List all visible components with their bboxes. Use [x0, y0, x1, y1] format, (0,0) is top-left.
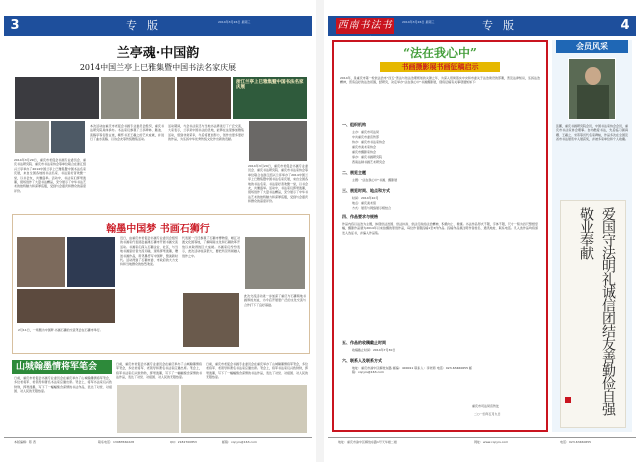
article2-col1: 近日，由重庆市老促会书画专业委员会组织的书画家代表团赴福建石狮市开展书画交流活动。书画家们深入石狮企业、社区，与当地书画爱好者交流切磋，现场挥毫泼墨，赠送书画作品，用笔墨抒写中国梦，赞美新时代。活动得到了石狮市委、市政府的大力支持和当地群众的热烈欢迎。: [120, 236, 178, 267]
sidebar-title: 会员风采: [556, 40, 628, 53]
photo-calligrapher: [248, 120, 308, 162]
right-footer-rule: [328, 437, 636, 438]
photo-exhibition-banner: [232, 76, 308, 120]
article3-col3: 日前，重庆市老促会书画专业委员会在重庆举办了山城翰墨情将军笔会，多位老将军、老领导和著名书法家应邀出席。笔会上，将军书法家们兴致勃勃，挥毫泼墨，写下了一幅幅饱含深情的书法作品，表达了对党、对祖国、对人民的无限热爱。: [206, 362, 308, 380]
left-footer-phone: 联系电话：13983560228: [98, 440, 134, 444]
right-footer-web: 网址：www.cqcyrs.com: [474, 440, 509, 444]
notice-subtitle: 书画摄影展书画征稿启示: [380, 62, 500, 72]
photo-writing: [100, 76, 140, 120]
article1-col1: 2014年3月29日，重庆市老促会书画专业委员会、重庆书法研究院、重庆市书法家协会等单位联合在浙江绍兴兰亭举办了2014中国兰亭上巳雅集暨中国书法名家庆展，来自全国各地的书法名家、书法爱好者欢聚一堂，以书会友，共襄盛举。活动中，书法家们挥毫泼墨，现场创作了大量书法精品，充分展示了中华书法艺术的独特魅力和深厚底蕴，受到与会嘉宾和群众的高度评价。: [14, 158, 86, 193]
notice-title: “法在我心中”: [403, 46, 477, 60]
article2-col2: 代表团一行还参观了石狮市博物馆、蚶江对渡文化园等地，了解闽南文化和石狮改革开放以来取得的巨大成就。书画家们纷纷表示，此次活动收获很大，要把所见所闻融入创作之中。: [182, 236, 240, 258]
left-title-main: 兰亭魂·中国韵: [116, 46, 200, 61]
section1-item: 主办：重庆市司法局: [352, 130, 380, 134]
right-logo: 西南书法书画: [337, 20, 393, 47]
left-footer-email: 邮箱：cqcyrs@163.com: [222, 440, 257, 444]
article3-col2: 日前，重庆市老促会书画专业委员会在重庆举办了山城翰墨情将军笔会，多位老将军、老领导和著名书法家应邀出席。笔会上，将军书法家们兴致勃勃，挥毫泼墨，写下了一幅幅饱含深情的书法作品，表达了对党、对祖国、对人民的无限热爱。: [116, 362, 202, 380]
section1-item: 西南法制书画艺术研究会: [352, 160, 386, 164]
left-header-info: 2014年3月26日 星期三: [218, 20, 251, 24]
right-page: [324, 0, 640, 462]
photo-small-1: [14, 120, 50, 154]
article2-title: 翰墨中国梦 书画石狮行: [106, 224, 210, 235]
calligraphy-work: [560, 200, 626, 428]
article2-photo-5: [182, 292, 240, 348]
page-gutter: [316, 0, 324, 462]
section3-item: 地点：重庆美术馆: [352, 201, 377, 205]
right-page-number: 4: [614, 16, 636, 36]
article2-col3: 此次交流活动进一步加深了重庆与石狮两地书画界的友谊，为今后开展更广泛的文化交流与合作打下了良好基础。: [244, 294, 306, 307]
section1-item: 重庆市摄影家协会: [352, 150, 377, 154]
right-header-info: 2014年3月26日 星期三: [402, 20, 435, 24]
left-footer-rule: [4, 437, 312, 438]
right-footer-phone: 电话：023-63460655: [560, 440, 592, 444]
section6-title: 六、联系人及联系方式: [342, 358, 382, 363]
section1-item: 中共重庆市委宣传部: [352, 135, 380, 139]
section1-title: 一、组织机构: [342, 122, 366, 127]
left-page-number: 3: [4, 16, 26, 36]
section2-title: 二、展览主题: [342, 170, 366, 175]
left-footer-qq: QQ：2182700853: [170, 440, 197, 444]
calligraphy-text: 爱国守法明礼诚信团结友善勤俭自强敬业奉献: [578, 207, 616, 415]
section1-item: 承办：重庆书画研究院: [352, 155, 383, 159]
photo-crowd: [176, 76, 232, 120]
section1-item: 协办：重庆市书法家协会: [352, 140, 386, 144]
article3-photo-calligraphy: [116, 384, 180, 434]
article2-photo-3: [16, 288, 116, 324]
section2-text: 主题：“法在我心中”书画、摄影展: [352, 178, 398, 182]
section3-item: 方式：展览与网络展示相结合: [352, 206, 392, 210]
left-section-title: 专版: [126, 19, 168, 32]
left-title-sub: 2014中国兰亭上巳雅集暨中国书法名家庆展: [79, 63, 237, 72]
section1-list: [352, 130, 532, 165]
sidebar-text: 张鹏，重庆书画研究院会员，中国书法家协会会员，重庆市书法家协会理事。自幼酷爱书法，先后临习颜真卿、王羲之、米芾等历代名家碑帖，作品多次在全国及省市书法展览中入展获奖，并被多家单位和个人收藏。: [556, 124, 628, 142]
article2-photo-4: [244, 236, 306, 290]
photo-small-2: [50, 120, 86, 154]
article1-col4: 2014年3月29日，重庆市老促会书画专业委员会、重庆书法研究院、重庆市书法家协会等单位联合在浙江绍兴兰亭举办了2014中国兰亭上巳雅集暨中国书法名家庆展，来自全国各地的书法名家、书法爱好者欢聚一堂，以书会友，共襄盛举。活动中，书法家们挥毫泼墨，现场创作了大量书法精品，充分展示了中华书法艺术的独特魅力和深厚底蕴，受到与会嘉宾和群众的高度评价。: [248, 164, 308, 204]
article2-photo-caption: 2月11日，一场题为中国梦·书画石狮的交流笔会在石狮市举行。: [18, 328, 103, 332]
article2-photo-2: [66, 236, 116, 288]
article1-col2: 本次活动由重庆市老促会书画专业委员会组织，重庆书法研究院具体承办。书法家们参观了兰亭碑林、鹅池、流觞亭等名胜古迹，缅怀书圣王羲之的艺术成就，并进行了曲水流觞、以诗会友等传统雅集活动。: [90, 124, 164, 142]
notice-intro: 2014年，是重庆市第一轮依法治市“四五”普法与依法治理规划的关键之年，为深入贯彻落实中央和市委关于法治建设的部署，普及法律知识，弘扬法治精神，营造良好的法治氛围，经研究，决定举办“法在我心中”书画摄影展，现将征稿有关事项通知如下：: [340, 76, 540, 85]
left-page: [0, 0, 316, 462]
seal-stamp: [565, 397, 571, 403]
section3-item: 时间：2014年10月: [352, 196, 379, 200]
notice-date: 二○一四年五月九日: [474, 412, 501, 416]
section1-item: 重庆市美术家协会: [352, 145, 377, 149]
right-section-title: 专版: [482, 19, 524, 32]
section4-text: 作品内容以法治为主题，体现依法治国、依法执政、依法行政的法治精神，积极向上、健康。书法作品形式不限，字体不限，尺寸一般为四尺整纸竖幅，摄影作品须为2014年以来拍摄的原创作品，每位作者限投稿1至3件作品。投稿作品须注明作者姓名、通讯地址、联系电话。凡入选作品均将颁发入选证书，并编入作品集。: [342, 222, 538, 235]
portrait-uniform: [577, 85, 609, 119]
photo-writing-2: [140, 76, 176, 120]
photo-banner-text: 浙江兰亭上巳雅集暨中国书法名家庆展: [236, 80, 304, 90]
portrait-face: [585, 67, 601, 85]
article3-photo-scroll: [180, 384, 308, 434]
section3-title: 三、展览时间、地点和方式: [342, 188, 390, 193]
section6-text: 地址：重庆市渝中区解放东路 邮编：400011 联系人：李老师 电话：023-63460655 邮箱：cqcyrs@163.com: [352, 366, 472, 375]
section5-text: 收稿截止时间：2014年7月30日: [352, 348, 396, 352]
article3-col1: 日前，重庆市老促会书画专业委员会在重庆举办了山城翰墨情将军笔会，多位老将军、老领导和著名书法家应邀出席。笔会上，将军书法家们兴致勃勃，挥毫泼墨，写下了一幅幅饱含深情的书法作品，表达了对党、对祖国、对人民的无限热爱。: [14, 376, 112, 394]
section3-list: [352, 196, 532, 211]
section4-title: 四、作品要求与规格: [342, 214, 378, 219]
photo-group: [14, 76, 100, 120]
section5-title: 五、作品的收稿截止时间: [342, 340, 386, 345]
article3-title: 山城翰墨情将军笔会: [12, 360, 112, 374]
member-portrait: [568, 58, 616, 120]
article2-photo-1: [16, 236, 66, 288]
article1-col3: 活动期间，与会书法家还与当地书法界进行了广泛交流，大家表示，兰亭是中国书法的圣地，能够在这里参加雅集活动，感到非常荣幸，今后将更加努力，创作出更多更好的作品，为弘扬中华优秀传统文化作出新的贡献。: [168, 124, 244, 142]
right-footer-address: 地址：重庆市渝中区解放东路1号天华楼二楼: [338, 440, 397, 444]
left-footer-editor: 本版编辑：陈 西: [14, 440, 36, 444]
notice-signature: 重庆市司法局宣传处: [472, 404, 500, 408]
